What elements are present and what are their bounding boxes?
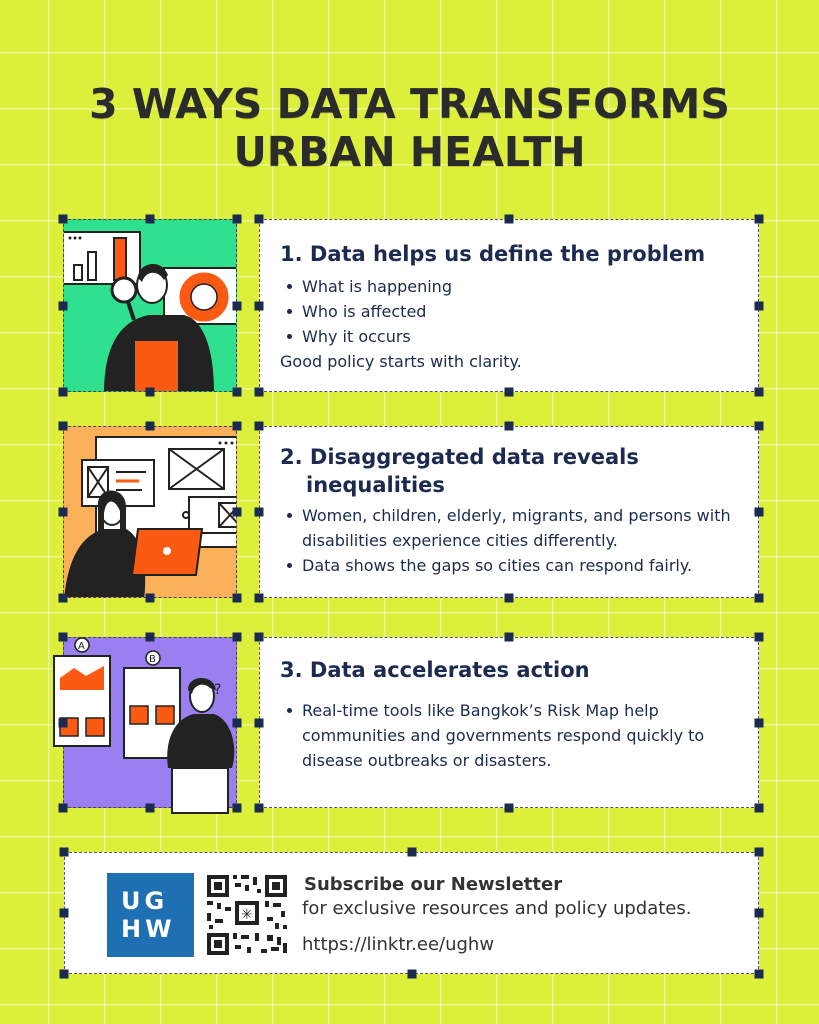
card-2-bullets <box>280 503 752 578</box>
page-title <box>0 80 819 176</box>
selection-handle[interactable] <box>755 301 764 310</box>
selection-handle[interactable] <box>255 388 264 397</box>
selection-handle[interactable] <box>233 718 242 727</box>
card-2-number: 2. <box>280 445 303 469</box>
selection-handle[interactable] <box>407 848 416 857</box>
card-3-bullets <box>280 698 754 773</box>
selection-handle[interactable] <box>233 422 242 431</box>
list-item: Who is affected <box>280 299 750 324</box>
selection-handle[interactable] <box>755 909 764 918</box>
selection-handle[interactable] <box>255 301 264 310</box>
list-item: Real-time tools like Bangkok’s Risk Map help communities and governments respond quickly to disease outbreaks or disasters. <box>280 698 754 773</box>
illustration-1 <box>63 219 237 392</box>
selection-handle[interactable] <box>255 508 264 517</box>
card-2-heading-line-2: inequalities <box>306 473 445 497</box>
selection-handle[interactable] <box>60 970 69 979</box>
card-2 <box>259 426 759 598</box>
option-b-label: B <box>149 654 156 665</box>
selection-handle[interactable] <box>146 633 155 642</box>
selection-handle[interactable] <box>755 422 764 431</box>
card-1-heading <box>280 240 750 268</box>
selection-handle[interactable] <box>233 594 242 603</box>
selection-handle[interactable] <box>505 422 514 431</box>
list-item: Data shows the gaps so cities can respond fairly. <box>280 553 752 578</box>
selection-handle[interactable] <box>255 215 264 224</box>
selection-handle[interactable] <box>755 970 764 979</box>
illustration-2 <box>63 426 237 598</box>
selection-handle[interactable] <box>233 804 242 813</box>
card-1-closing: Good policy starts with clarity. <box>280 352 522 371</box>
selection-handle[interactable] <box>255 594 264 603</box>
selection-handle[interactable] <box>233 301 242 310</box>
selection-handle[interactable] <box>407 970 416 979</box>
selection-handle[interactable] <box>60 848 69 857</box>
card-1-bullets <box>280 274 750 349</box>
selection-handle[interactable] <box>59 301 68 310</box>
selection-handle[interactable] <box>505 215 514 224</box>
logo-line-2: HW <box>121 915 176 943</box>
newsletter-link[interactable]: https://linktr.ee/ughw <box>302 934 495 955</box>
svg-text:?: ? <box>214 682 222 698</box>
list-item: Why it occurs <box>280 324 750 349</box>
selection-handle[interactable] <box>146 804 155 813</box>
ughw-logo <box>107 873 194 957</box>
newsletter-title: Subscribe our Newsletter <box>304 874 563 895</box>
selection-handle[interactable] <box>255 718 264 727</box>
selection-handle[interactable] <box>755 804 764 813</box>
selection-handle[interactable] <box>146 594 155 603</box>
selection-handle[interactable] <box>255 633 264 642</box>
card-1-heading-text: Data helps us define the problem <box>309 242 706 266</box>
selection-handle[interactable] <box>505 388 514 397</box>
illustration-3 <box>63 637 237 808</box>
selection-handle[interactable] <box>755 508 764 517</box>
logo-line-1: UG <box>121 887 169 915</box>
newsletter-subtitle: for exclusive resources and policy updates. <box>302 898 692 919</box>
card-1-number: 1. <box>280 242 303 266</box>
card-2-heading <box>280 443 752 499</box>
selection-handle[interactable] <box>60 909 69 918</box>
selection-handle[interactable] <box>505 594 514 603</box>
selection-handle[interactable] <box>255 422 264 431</box>
qr-code-icon[interactable] <box>205 873 289 957</box>
selection-handle[interactable] <box>59 718 68 727</box>
selection-handle[interactable] <box>233 633 242 642</box>
selection-handle[interactable] <box>255 804 264 813</box>
selection-handle[interactable] <box>233 388 242 397</box>
card-2-heading-line-1: Disaggregated data reveals <box>309 445 639 469</box>
list-item: Women, children, elderly, migrants, and persons with disabilities experience cities differently. <box>280 503 752 553</box>
card-3 <box>259 637 759 808</box>
selection-handle[interactable] <box>755 215 764 224</box>
selection-handle[interactable] <box>59 633 68 642</box>
selection-handle[interactable] <box>505 804 514 813</box>
card-3-number: 3. <box>280 658 303 682</box>
selection-handle[interactable] <box>755 718 764 727</box>
selection-handle[interactable] <box>59 215 68 224</box>
selection-handle[interactable] <box>755 848 764 857</box>
selection-handle[interactable] <box>146 388 155 397</box>
card-1 <box>259 219 759 392</box>
list-item: What is happening <box>280 274 750 299</box>
title-line-2: URBAN HEALTH <box>233 128 586 176</box>
selection-handle[interactable] <box>59 594 68 603</box>
selection-handle[interactable] <box>755 594 764 603</box>
selection-handle[interactable] <box>59 804 68 813</box>
card-3-heading <box>280 656 754 684</box>
option-a-label: A <box>78 641 85 652</box>
selection-handle[interactable] <box>505 633 514 642</box>
selection-handle[interactable] <box>146 422 155 431</box>
selection-handle[interactable] <box>59 422 68 431</box>
svg-text:✳: ✳ <box>241 907 253 923</box>
selection-handle[interactable] <box>233 508 242 517</box>
title-line-1: 3 WAYS DATA TRANSFORMS <box>89 80 730 128</box>
selection-handle[interactable] <box>233 215 242 224</box>
selection-handle[interactable] <box>755 388 764 397</box>
selection-handle[interactable] <box>146 215 155 224</box>
selection-handle[interactable] <box>755 633 764 642</box>
selection-handle[interactable] <box>59 388 68 397</box>
card-3-heading-text: Data accelerates action <box>309 658 590 682</box>
selection-handle[interactable] <box>59 508 68 517</box>
